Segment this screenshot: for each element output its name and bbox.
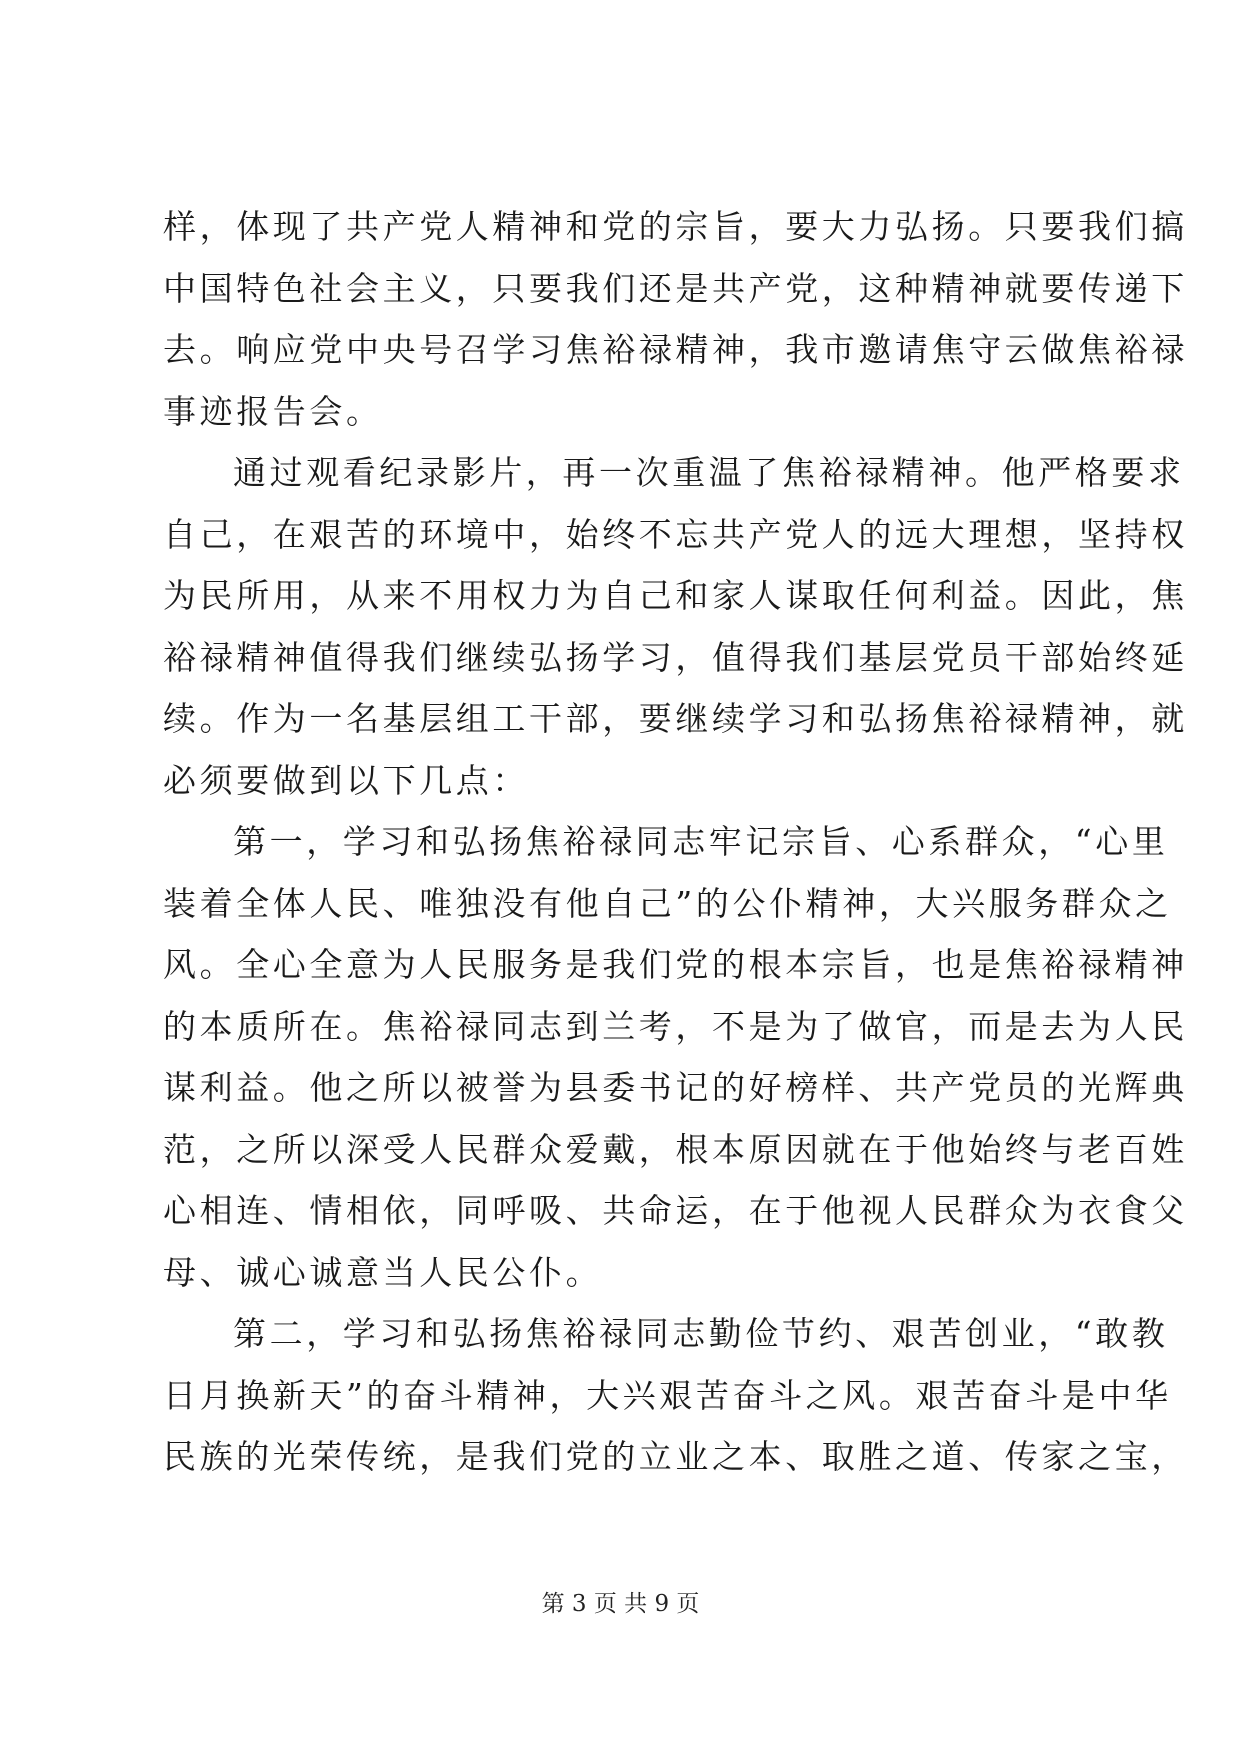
text-line: 日月换新天”的奋斗精神，大兴艰苦奋斗之风。艰苦奋斗是中华: [163, 1375, 1172, 1415]
text-line: 装着全体人民、唯独没有他自己”的公仆精神，大兴服务群众之: [163, 883, 1172, 923]
text-line: 谋利益。他之所以被誉为县委书记的好榜样、共产党员的光辉典: [163, 1068, 1188, 1107]
text-line: 民族的光荣传统，是我们党的立业之本、取胜之道、传家之宝，: [163, 1437, 1188, 1476]
text-line: 为民所用，从来不用权力为自己和家人谋取任何利益。因此，焦: [163, 576, 1188, 615]
text-line: 自己，在艰苦的环境中，始终不忘共产党人的远大理想，坚持权: [163, 514, 1188, 554]
paragraph-4: [163, 1303, 1188, 1488]
page-number-footer: 第 3 页 共 9 页: [541, 1591, 700, 1617]
paragraph-1: [163, 196, 1188, 442]
text-line: 去。响应党中央号召学习焦裕禄精神，我市邀请焦守云做焦裕禄: [163, 330, 1188, 369]
text-line: 裕禄精神值得我们继续弘扬学习，值得我们基层党员干部始终延: [163, 637, 1188, 677]
text-line: 事迹报告会。: [163, 391, 383, 431]
text-line: 心相连、情相依，同呼吸、共命运，在于他视人民群众为衣食父: [163, 1191, 1188, 1230]
text-line: 范，之所以深受人民群众爱戴，根本原因就在于他始终与老百姓: [163, 1129, 1188, 1169]
text-line: 第一，学习和弘扬焦裕禄同志牢记宗旨、心系群众，“心里: [233, 822, 1169, 861]
text-line: 的本质所在。焦裕禄同志到兰考，不是为了做官，而是去为人民: [163, 1006, 1188, 1046]
body-text: [163, 196, 1188, 1488]
text-line: 必须要做到以下几点：: [163, 760, 529, 800]
text-line: 母、诚心诚意当人民公仆。: [163, 1252, 603, 1292]
text-line: 第二，学习和弘扬焦裕禄同志勤俭节约、艰苦创业，“敢教: [233, 1314, 1169, 1353]
paragraph-2: [163, 442, 1188, 811]
text-line: 续。作为一名基层组工干部，要继续学习和弘扬焦裕禄精神，就: [163, 699, 1188, 738]
paragraph-3: [163, 811, 1188, 1303]
text-line: 通过观看纪录影片，再一次重温了焦裕禄精神。他严格要求: [233, 453, 1185, 492]
text-line: 中国特色社会主义，只要我们还是共产党，这种精神就要传递下: [163, 268, 1188, 308]
text-line: 样，体现了共产党人精神和党的宗旨，要大力弘扬。只要我们搞: [163, 207, 1188, 246]
text-line: 风。全心全意为人民服务是我们党的根本宗旨，也是焦裕禄精神: [163, 945, 1188, 984]
